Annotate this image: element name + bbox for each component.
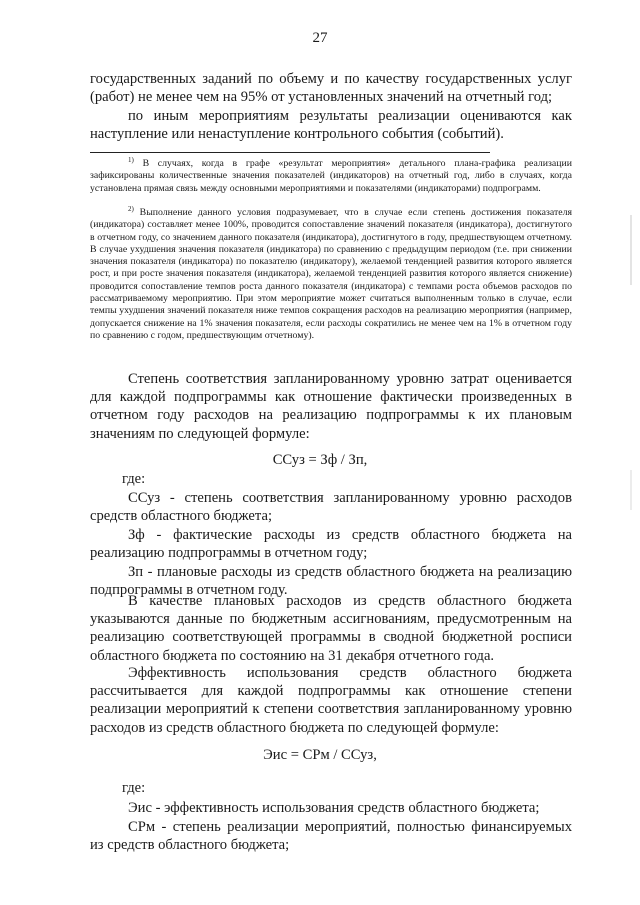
footnote-marker: 1) [128,156,134,164]
definition: Зф - фактические расходы из средств областного бюджета на реализацию подпрограммы в отчетном году; [90,527,572,562]
formula: Эис = СРм / ССуз, [263,747,377,763]
scan-edge-mark [630,470,632,510]
paragraph: Эффективность использования средств областного бюджета рассчитывается для каждой подпрограммы как отношение степени реализации мероприятий к степени соответствия запланированному уровню расходов из средств областного бюджета по следующей формуле: [90,665,572,736]
paragraph: государственных заданий по объему и по качеству государственных услуг (работ) не менее чем на 95% от установленных значений на отчетный год; [90,71,572,106]
paragraph: В качестве плановых расходов из средств областного бюджета указываются данные по бюджетным ассигнованиям, предусмотренным на реализацию соответствующей программы в сводной бюджетной росписи областного бюджета по состоянию на 31 декабря отчетного года. [90,593,572,664]
definition: ССуз - степень соответствия запланированному уровню расходов средств областного бюджета; [90,490,572,525]
definition: Эис - эффективность использования средств областного бюджета; [128,800,540,816]
footnote-text: Выполнение данного условия подразумевает, что в случае если степень достижения показателя (индикатора) составляет менее 100%, проводится сопоставление значений показателя (индикатора), достигнутого в отчетном году, со значением данного показателя (индикатора), достигнутого в году, предшествующем отчетному. В случае ухудшения значения показателя (индикатора) по сравнению с предыдущим периодом (т.е. при снижении значения показателя (индикатора) по показателю (индикатору), желаемой тенденцией развития которого является рост, и при росте значения показателя (индикатора), желаемой тенденцией развития которого является снижение) проводится сопоставление темпов роста данного показателя (индикатора) с темпами роста объемов расходов по рассматриваемому мероприятию. При этом мероприятие может считаться выполненным только в случае, если темпы ухудшения значений показателя ниже темпов сокращения расходов на реализацию мероприятия (например, допускается снижение на 1% значения показателя, если расходы сократились не менее чем на 1% в отчетном году по сравнению с годом, предшествующим отчетному). [90,207,572,341]
paragraph: по иным мероприятиям результаты реализации оцениваются как наступление или ненаступление контрольного события (событий). [90,108,572,143]
footnote-marker: 2) [128,205,134,213]
definition: СРм - степень реализации мероприятий, полностью финансируемых из средств областного бюджета; [90,819,572,854]
footnote-1 [90,158,572,195]
paragraph: Степень соответствия запланированному уровню затрат оценивается для каждой подпрограммы как отношение фактически произведенных в отчетном году расходов на реализацию подпрограммы к их плановым значениям по следующей формуле: [90,371,572,442]
footnote-text: В случаях, когда в графе «результат мероприятия» детального плана-графика реализации зафиксированы количественные значения показателей (индикаторов) на отчетный год, либо в случаях, когда установлена прямая связь между основными мероприятиями и показателями (индикаторами) подпрограмм. [90,158,572,194]
where-label: где: [122,780,146,796]
where-label: где: [122,471,146,487]
page-number: 27 [312,30,328,46]
definition: Зп - плановые расходы из средств областного бюджета на реализацию подпрограммы в отчетном году. [90,564,572,599]
formula: ССуз = Зф / Зп, [272,452,368,468]
footnote-2 [90,207,572,342]
footnote-separator [90,152,490,153]
scan-edge-mark [630,215,632,285]
